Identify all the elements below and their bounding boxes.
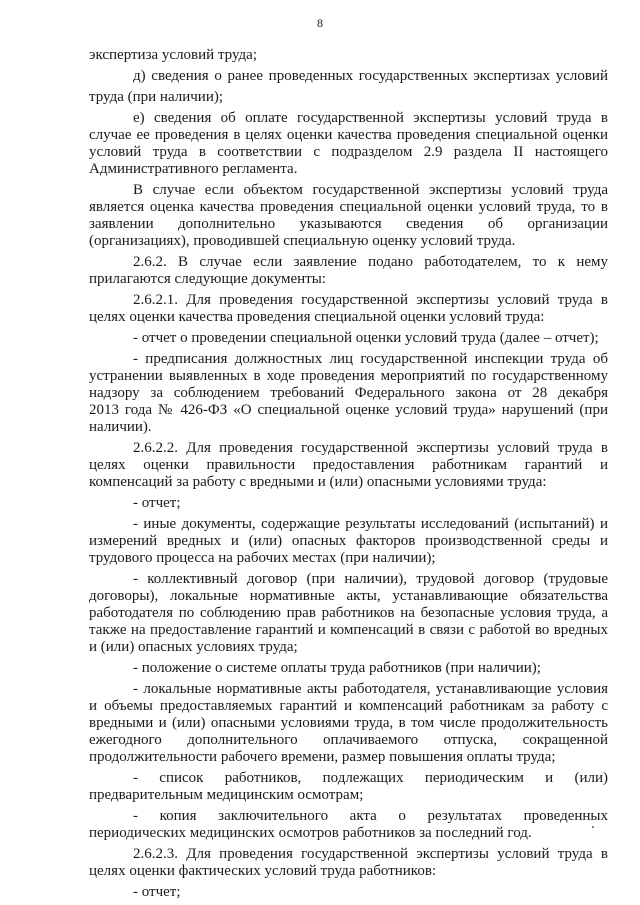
text-line: Административного регламента.	[89, 161, 298, 177]
text-line: (организациях), проводившей специальную оценку условий труда.	[89, 233, 516, 249]
scan-speck	[592, 826, 594, 828]
text-line: - отчет;	[133, 495, 181, 511]
text-line: и (или) опасных условиях труда;	[89, 639, 298, 655]
text-line: - отчет;	[133, 884, 181, 900]
text-line: целях оценки фактических условий труда работников:	[89, 863, 437, 879]
text-line: ежегодного дополнительного оплачиваемого отпуска, сокращенной	[89, 732, 608, 748]
text-line: д) сведения о ранее проведенных государственных экспертизах условий	[133, 68, 608, 84]
text-line: продолжительности рабочего времени, размер повышения оплаты труда;	[89, 749, 556, 765]
text-line: заявлении дополнительно указываются сведения об организации	[89, 216, 608, 232]
text-line: труда (при наличии);	[89, 89, 224, 105]
text-line: устранении выявленных в ходе проведения мероприятий по государственному	[89, 368, 608, 384]
text-line: случае ее проведения в целях оценки качества проведения специальной оценки	[89, 127, 608, 143]
text-line: В случае если объектом государственной экспертизы условий труда	[133, 182, 608, 198]
text-line: наличии).	[89, 419, 152, 435]
text-line: вредными и (или) опасными условиями труда, в том числе продолжительность	[89, 715, 608, 731]
text-line: компенсаций за работу с вредными и (или) опасными условиями труда:	[89, 474, 547, 490]
text-line: 2.6.2.3. Для проведения государственной экспертизы условий труда в	[133, 846, 608, 862]
text-line: е) сведения об оплате государственной экспертизы условий труда в	[133, 110, 608, 126]
text-line: работодателя по соблюдению прав работников на безопасные условия труда, а	[89, 605, 608, 621]
text-line: 2.6.2.2. Для проведения государственной экспертизы условий труда в	[133, 440, 608, 456]
text-line: - предписания должностных лиц государственной инспекции труда об	[133, 351, 608, 367]
text-line: целях оценки правильности предоставления работникам гарантий и	[89, 457, 608, 473]
text-line: - отчет о проведении специальной оценки условий труда (далее – отчет);	[133, 330, 599, 346]
text-line: - локальные нормативные акты работодателя, устанавливающие условия	[133, 681, 608, 697]
text-line: и объемы предоставляемых гарантий и компенсаций работникам за работу с	[89, 698, 608, 714]
text-line: трудового процесса на рабочих местах (при наличии);	[89, 550, 436, 566]
text-line: 2.6.2. В случае если заявление подано работодателем, то к нему	[133, 254, 608, 270]
text-line: договоры), локальные нормативные акты, устанавливающие обязательства	[89, 588, 608, 604]
text-line: 2.6.2.1. Для проведения государственной экспертизы условий труда в	[133, 292, 608, 308]
page-number: 8	[317, 16, 323, 30]
text-line: надзору за соблюдением требований Федерального закона от 28 декабря	[89, 385, 608, 401]
text-line: экспертиза условий труда;	[89, 47, 257, 63]
text-line: прилагаются следующие документы:	[89, 271, 326, 287]
text-line: - список работников, подлежащих периодическим и (или)	[133, 770, 608, 786]
text-line: периодических медицинских осмотров работников за последний год.	[89, 825, 532, 841]
text-line: предварительным медицинским осмотрам;	[89, 787, 364, 803]
text-line: измерений вредных и (или) опасных факторов производственной среды и	[89, 533, 608, 549]
text-line: условий труда в соответствии с подразделом 2.9 раздела II настоящего	[89, 144, 608, 160]
text-line: также на предоставление гарантий и компенсаций в связи с работой во вредных	[89, 622, 608, 638]
text-line: - положение о системе оплаты труда работников (при наличии);	[133, 660, 541, 676]
text-line: - иные документы, содержащие результаты исследований (испытаний) и	[133, 516, 608, 532]
text-line: целях оценки качества проведения специальной оценки условий труда:	[89, 309, 545, 325]
text-line: является оценка качества проведения специальной оценки условий труда, то в	[89, 199, 608, 215]
text-line: - коллективный договор (при наличии), трудовой договор (трудовые	[133, 571, 608, 587]
text-line: 2013 года № 426-ФЗ «О специальной оценке условий труда» нарушений (при	[89, 402, 608, 418]
text-line: - копия заключительного акта о результатах проведенных	[133, 808, 608, 824]
